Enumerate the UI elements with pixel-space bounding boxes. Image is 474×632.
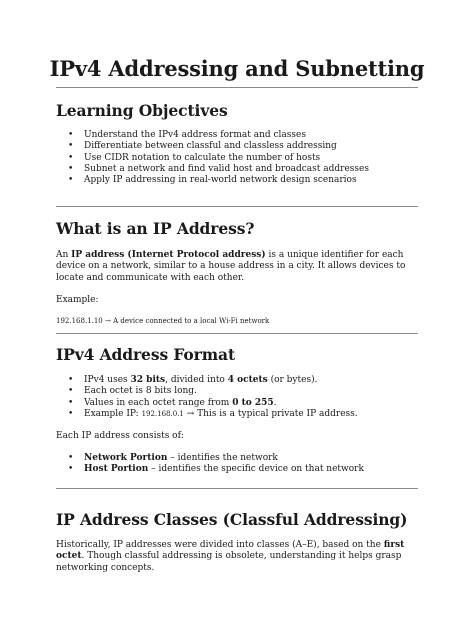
heading-learning-objectives: Learning Objectives xyxy=(56,101,228,120)
text: Example IP: xyxy=(84,408,142,419)
list-item xyxy=(56,464,436,475)
consists-text: Each IP address consists of: xyxy=(56,431,184,441)
list-item: • Use CIDR notation to calculate the number of hosts xyxy=(56,153,436,164)
document-title: IPv4 Addressing and Subnetting xyxy=(49,56,425,81)
heading-ipv4-format: IPv4 Address Format xyxy=(56,345,236,364)
text: Values in each octet range from xyxy=(84,397,233,408)
example-label: Example: xyxy=(56,295,99,305)
ipv4-format-list xyxy=(56,375,436,420)
text-bold: 0 to 255 xyxy=(232,397,274,408)
divider xyxy=(56,87,418,88)
divider xyxy=(56,488,418,489)
text-bold: 32 bits xyxy=(130,375,166,385)
heading-ip-classes: IP Address Classes (Classful Addressing) xyxy=(56,510,408,529)
list-item xyxy=(56,375,436,386)
list-item xyxy=(56,453,436,464)
example-text: 192.168.1.10 → A device connected to a local Wi-Fi network xyxy=(56,317,270,325)
text: , divided into xyxy=(165,375,228,385)
text: Historically, IP addresses were divided into classes (A–E), based on the xyxy=(56,540,384,550)
text-bold: Network Portion xyxy=(84,453,168,463)
ip-classes-paragraph xyxy=(56,540,428,574)
text-bold: IP address (Internet Protocol address) xyxy=(71,250,266,260)
list-item: • Apply IP addressing in real-world network design scenarios xyxy=(56,175,436,186)
text: (or bytes). xyxy=(267,375,318,385)
text-bold: Host Portion xyxy=(84,464,149,475)
list-item xyxy=(56,398,436,409)
text: is a unique identifier for each device on a network, similar to a house address in a city. It allows devices to locate and communicate with each other. xyxy=(56,250,406,283)
text: . xyxy=(273,397,277,408)
list-item: • Understand the IPv4 address format and classes xyxy=(56,130,436,141)
list-item: • Differentiate between classful and classless addressing xyxy=(56,141,436,152)
text: An xyxy=(56,250,72,260)
learning-objectives-list xyxy=(56,130,436,186)
text: IPv4 uses xyxy=(84,375,131,385)
list-item: • Each octet is 8 bits long. xyxy=(56,386,436,397)
ip-portions-list xyxy=(56,453,436,476)
text: . Though classful addressing is obsolete, understanding it helps grasp networking concepts. xyxy=(56,551,402,573)
text: → This is a typical private IP address. xyxy=(183,408,358,419)
divider xyxy=(56,333,418,334)
list-item: • Subnet a network and find valid host and broadcast addresses xyxy=(56,164,436,175)
list-item xyxy=(56,409,436,420)
text-bold: first octet xyxy=(56,540,405,562)
text: – identifies the specific device on that network xyxy=(148,464,364,475)
text: – identifies the network xyxy=(167,453,278,463)
text-bold: 4 octets xyxy=(227,375,268,385)
divider xyxy=(56,206,418,207)
text-ip: 192.168.0.1 xyxy=(141,409,184,418)
ip-definition-paragraph xyxy=(56,250,428,284)
heading-what-is-ip: What is an IP Address? xyxy=(56,219,255,238)
